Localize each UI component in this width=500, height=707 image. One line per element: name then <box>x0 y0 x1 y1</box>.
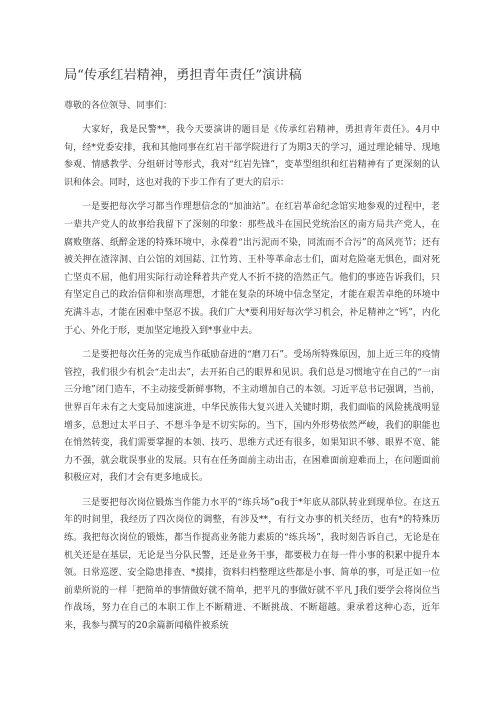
document-body <box>64 122 440 643</box>
paragraph-point-three: 三是要把每次岗位锻炼当作能力水平的“练兵场”o我于*年底从部队转业到现单位。在这五年的时间里，我经历了四次岗位的调整，有涉及**，有行文办事的机关经历，也有*的特殊历练。我把每次岗位的锻炼，都当作提高业务能力素质的“练兵场”，我时刻告诉自己，无论是在机关还是在基层，无论是当分队民警，还是业务干事，都要极力在每一件小事的积累中提升本领。日常巡逻、安全隐患排查、*摸排，资料归档整理这些都是小事、简单的事，可是正如一位前辈所说的一样「把简单的事情做好就不简单，把平凡的事做好就不平凡 J我们要学会将岗位当作战场，努力在自己的本职工作上不断精进、不断挑战、不断超越。秉承着这种心态，近年来，我参与撰写的20余篇新闻稿件被系统 <box>64 497 440 632</box>
paragraph-point-one: 一是要把每次学习都当作理想信念的“加油站”。在红岩革命纪念馆实地参观的过程中，老一辈共产党人的故事给我留下了深刻的印象：那些战斗在国民党统治区的南方局共产党人，在腐败堕落、纸醉金迷的特殊环境中，永葆着“出污泥而不染，同流而不合污”的高风亮节；还有被关押在渣滓洞、白公馆的刘国鋕、江竹筠、王朴等革命志士们，面对危险毫无惧色，面对死亡坚贞不屈，他们用实际行动诠释着共产党人不折不挠的浩然正气。他们的事迹告诉我们，只有坚定自己的政治信仰和崇高理想，才能在复杂的环境中信念坚定，才能在艰苦卓绝的环境中充满斗志，才能在困难中坚忍不拔。我们广大*要利用好每次学习机会，补足精神之“钙”，内化于心、外化于形，更加坚定地投入到*事业中去。 <box>64 202 440 336</box>
paragraph-point-two: 二是要把每次任务的完成当作砥励奋进的“磨刀石”。受场所特殊原因，加上近三年的疫情管控，我们很少有机会“走出去”，去开拓自己的眼界和见识。我们总是习惯地守在自己的“一亩三分地”闭门造车，不主动接受新鲜事物，不主动增加自己的本领。习近平总书记强调，当前，世界百年未有之大变局加速演进，中华民族伟大复兴进入关键时期，我们面临的风险挑战明显增多，总想过太平日子、不想斗争是不切实际的。当下，国内外形势依然严峻，我们的职能也在悄然转变，我们需要掌握的本领、技巧、思维方式还有很多，如果知识不够、眼界不宽、能力不强，就会耽误事业的发展。只有在任务面前主动出击，在困难面前迎难而上，在问题面前积极应对，我们才会有更多地成长。 <box>64 350 440 484</box>
salutation: 尊敬的各位领导、同事们： <box>64 101 173 111</box>
paragraph-intro: 大家好，我是民警**，我今天要演讲的题目是《传承红岩精神，勇担青年责任》。4月中旬，经*党委安排，我和其他同事在红岩干部学院进行了为期3天的学习，通过理论辅导、现地参观、情感教学、分组研讨等形式，我对“红岩先锋”，变革型组织和红岩精神有了更深刻的认识和体会。同时，这也对我的下步工作有了更大的启示： <box>64 125 440 188</box>
document-title: 局“传承红岩精神，勇担青年责任”演讲稿 <box>64 68 302 83</box>
